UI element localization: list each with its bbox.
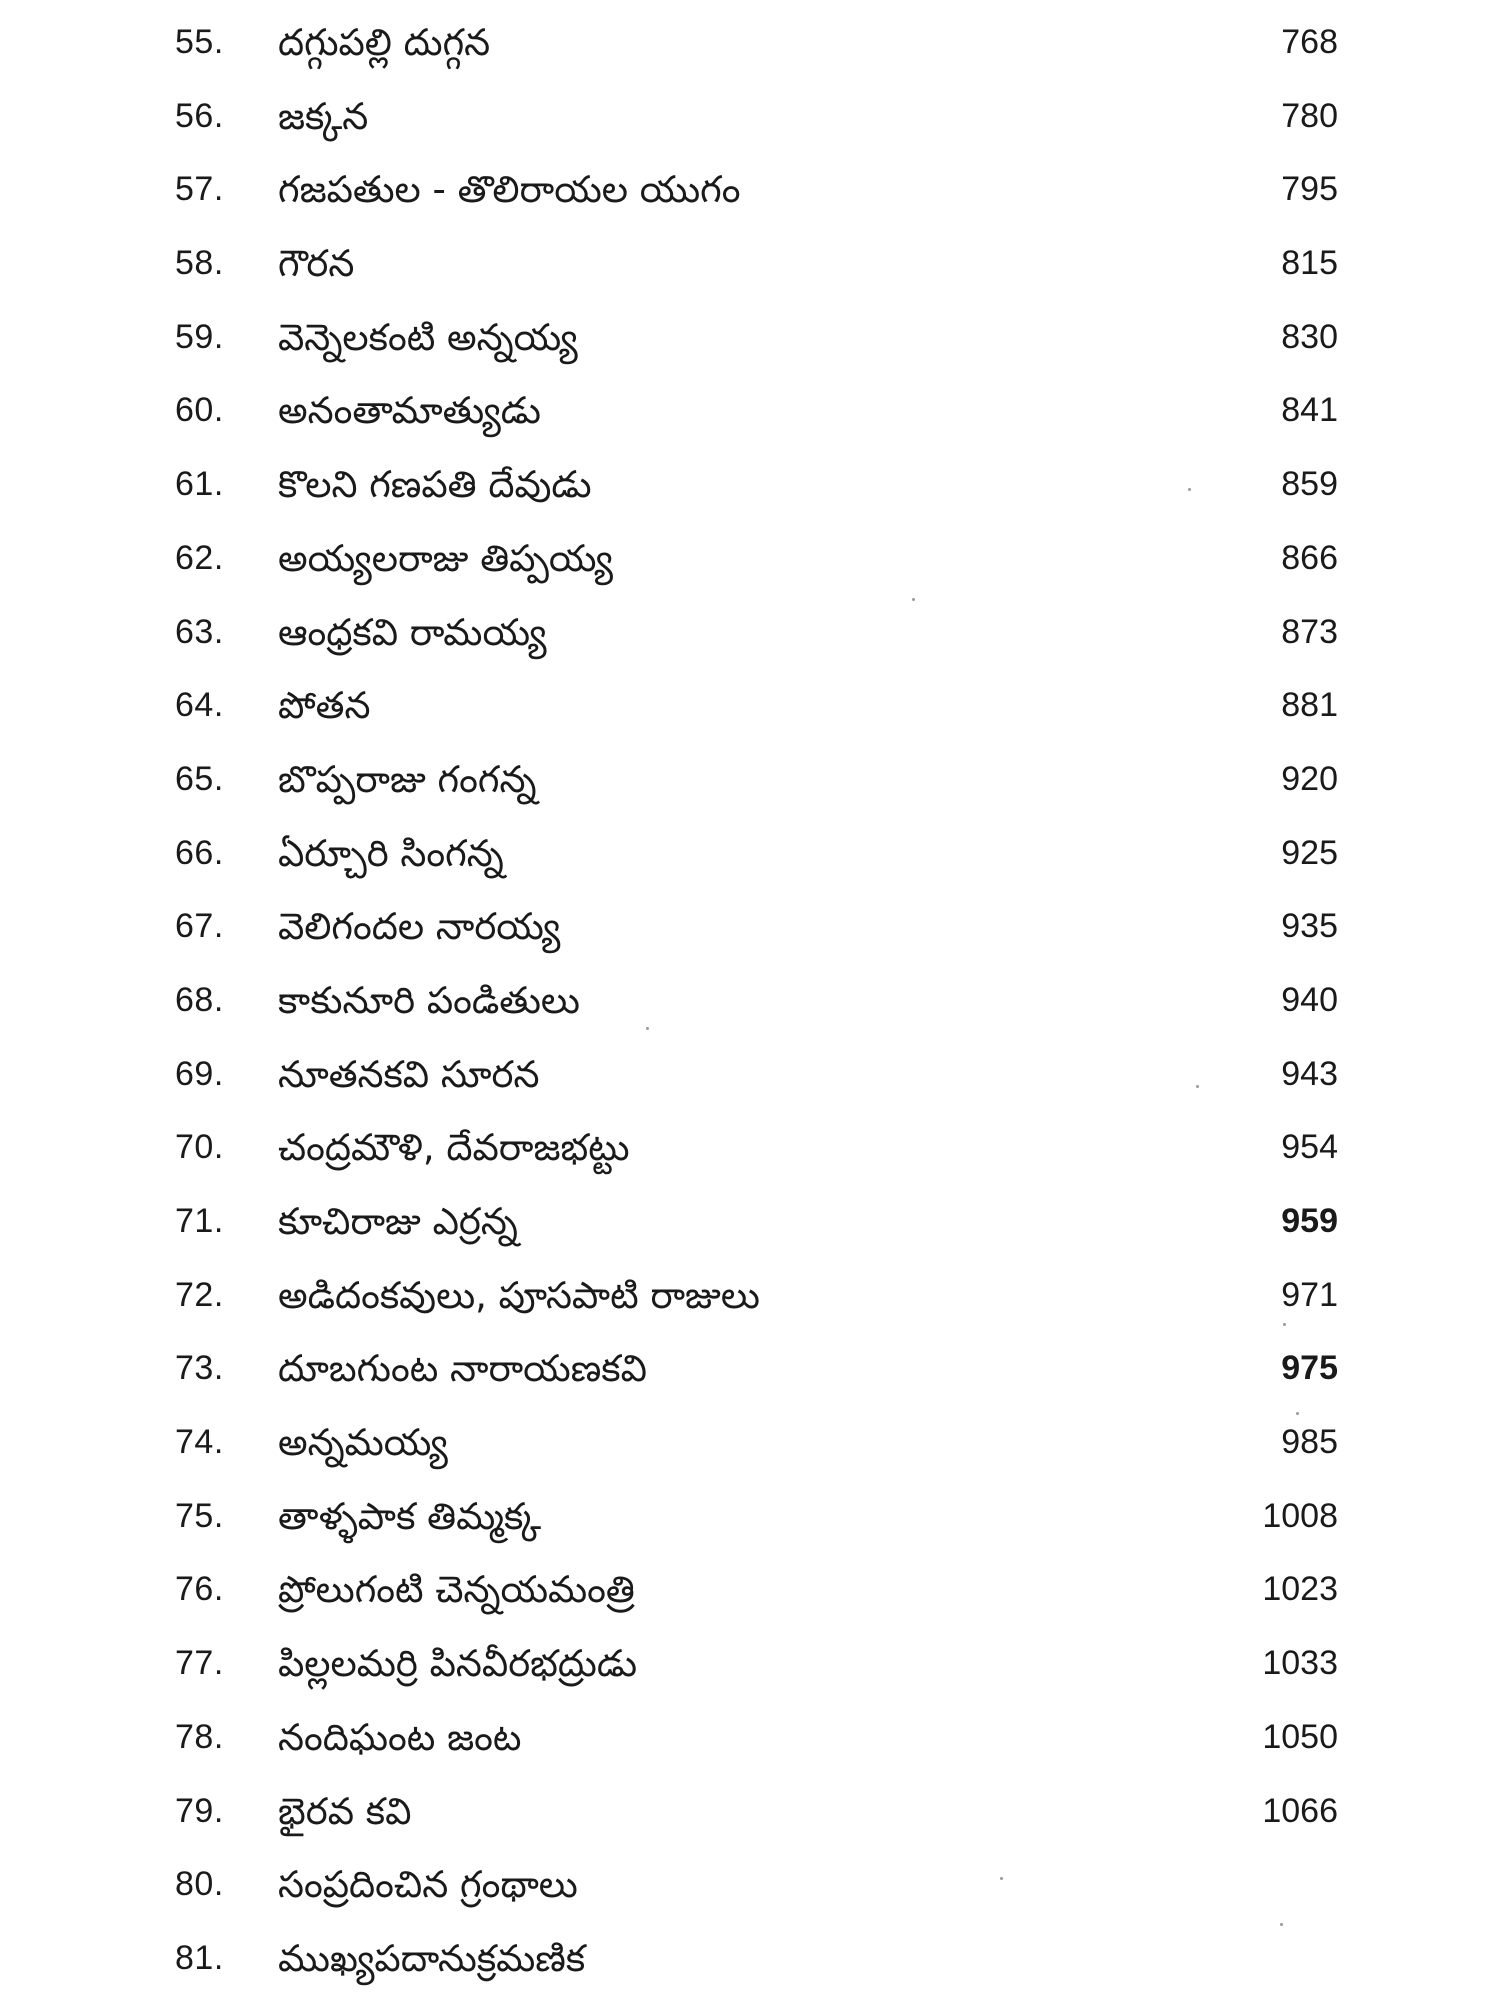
entry-title: గజపతుల - తొలిరాయల యుగం bbox=[278, 168, 741, 212]
entry-page-number: 1008 bbox=[1262, 1496, 1338, 1535]
entry-title: అడిదంకవులు, పూసపాటి రాజులు bbox=[278, 1273, 760, 1317]
entry-number: 65. bbox=[175, 759, 224, 798]
entry-number: 60. bbox=[175, 391, 224, 430]
entry-title: ప్రోలుగంటి చెన్నయమంత్రి bbox=[278, 1568, 635, 1612]
entry-number: 79. bbox=[175, 1791, 224, 1830]
toc-entry bbox=[0, 1038, 1500, 1112]
toc-entry bbox=[0, 1922, 1500, 1996]
entry-page-number: 985 bbox=[1281, 1423, 1338, 1462]
toc-entry bbox=[0, 1259, 1500, 1333]
toc-entry bbox=[0, 301, 1500, 375]
entry-page-number: 881 bbox=[1281, 686, 1338, 725]
scan-speck bbox=[1196, 1085, 1199, 1088]
entry-page-number: 975 bbox=[1281, 1349, 1338, 1388]
entry-number: 59. bbox=[175, 317, 224, 356]
toc-entry bbox=[0, 596, 1500, 670]
entry-number: 68. bbox=[175, 980, 224, 1019]
entry-title: వెన్నెలకంటి అన్నయ్య bbox=[278, 315, 578, 359]
entry-page-number: 971 bbox=[1281, 1275, 1338, 1314]
scan-speck bbox=[646, 1027, 649, 1030]
entry-number: 74. bbox=[175, 1423, 224, 1462]
entry-title: బొప్పరాజు గంగన్న bbox=[278, 757, 537, 801]
scan-speck bbox=[1188, 488, 1191, 491]
entry-number: 61. bbox=[175, 465, 224, 504]
entry-page-number: 943 bbox=[1281, 1054, 1338, 1093]
entry-title: పిల్లలమర్రి పినవీరభద్రుడు bbox=[278, 1642, 638, 1686]
entry-title: దగ్గుపల్లి దుగ్గన bbox=[278, 21, 491, 64]
entry-title: గౌరన bbox=[278, 242, 355, 286]
table-of-contents bbox=[0, 6, 1500, 1996]
entry-number: 58. bbox=[175, 244, 224, 283]
entry-page-number: 954 bbox=[1281, 1128, 1338, 1167]
entry-title: జక్కన bbox=[278, 94, 369, 138]
entry-number: 78. bbox=[175, 1717, 224, 1756]
entry-number: 62. bbox=[175, 538, 224, 577]
entry-number: 81. bbox=[175, 1938, 224, 1977]
toc-entry bbox=[0, 964, 1500, 1038]
entry-number: 67. bbox=[175, 907, 224, 946]
entry-number: 66. bbox=[175, 833, 224, 872]
toc-entry bbox=[0, 817, 1500, 891]
entry-title: కూచిరాజు ఎర్రన్న bbox=[278, 1200, 518, 1243]
entry-page-number: 795 bbox=[1281, 170, 1338, 209]
entry-page-number: 1023 bbox=[1262, 1570, 1338, 1609]
toc-entry bbox=[0, 743, 1500, 817]
entry-title: పోతన bbox=[278, 684, 371, 728]
scan-speck bbox=[1296, 1412, 1299, 1415]
toc-entry bbox=[0, 227, 1500, 301]
scan-speck bbox=[912, 598, 915, 601]
entry-number: 71. bbox=[175, 1202, 224, 1240]
toc-entry bbox=[0, 1111, 1500, 1185]
entry-number: 76. bbox=[175, 1570, 224, 1609]
entry-title: భైరవ కవి bbox=[278, 1789, 412, 1833]
toc-entry bbox=[0, 1480, 1500, 1554]
entry-page-number: 830 bbox=[1281, 317, 1338, 356]
toc-entry bbox=[0, 1185, 1500, 1259]
entry-title: అనంతామాత్యుడు bbox=[278, 389, 541, 433]
toc-entry bbox=[0, 374, 1500, 448]
toc-entry bbox=[0, 522, 1500, 596]
entry-number: 70. bbox=[175, 1128, 224, 1167]
entry-title: ఏర్చూరి సింగన్న bbox=[278, 831, 504, 875]
entry-page-number: 859 bbox=[1281, 465, 1338, 504]
entry-title: దూబగుంట నారాయణకవి bbox=[278, 1347, 647, 1391]
toc-entry bbox=[0, 669, 1500, 743]
entry-number: 56. bbox=[175, 96, 224, 135]
entry-page-number: 815 bbox=[1281, 244, 1338, 283]
entry-title: తాళ్ళపాక తిమ్మక్క bbox=[278, 1494, 542, 1538]
entry-number: 69. bbox=[175, 1054, 224, 1093]
toc-entry bbox=[0, 448, 1500, 522]
entry-title: ఆంధ్రకవి రామయ్య bbox=[278, 610, 547, 654]
toc-entry bbox=[0, 1332, 1500, 1406]
entry-page-number: 959 bbox=[1281, 1202, 1338, 1240]
entry-title: కొలని గణపతి దేవుడు bbox=[278, 463, 592, 507]
entry-page-number: 780 bbox=[1281, 96, 1338, 135]
toc-entry bbox=[0, 1775, 1500, 1849]
entry-title: నూతనకవి సూరన bbox=[278, 1052, 540, 1096]
entry-number: 73. bbox=[175, 1349, 224, 1388]
entry-title: వెలిగందల నారయ్య bbox=[278, 905, 561, 949]
entry-page-number: 866 bbox=[1281, 538, 1338, 577]
entry-number: 72. bbox=[175, 1275, 224, 1314]
entry-page-number: 925 bbox=[1281, 833, 1338, 872]
entry-number: 64. bbox=[175, 686, 224, 725]
entry-page-number: 873 bbox=[1281, 612, 1338, 651]
entry-number: 55. bbox=[175, 23, 224, 61]
entry-page-number: 920 bbox=[1281, 759, 1338, 798]
entry-title: కాకునూరి పండితులు bbox=[278, 978, 580, 1022]
scan-speck bbox=[1283, 1323, 1286, 1326]
scan-speck bbox=[1280, 1923, 1283, 1926]
toc-entry bbox=[0, 1627, 1500, 1701]
entry-title: అన్నమయ్య bbox=[278, 1421, 448, 1465]
entry-number: 57. bbox=[175, 170, 224, 209]
toc-entry bbox=[0, 890, 1500, 964]
toc-entry bbox=[0, 6, 1500, 80]
entry-number: 77. bbox=[175, 1644, 224, 1683]
scan-speck bbox=[1000, 1877, 1003, 1880]
entry-title: నందిఘంట జంట bbox=[278, 1715, 522, 1759]
toc-entry bbox=[0, 80, 1500, 154]
entry-number: 63. bbox=[175, 612, 224, 651]
entry-page-number: 935 bbox=[1281, 907, 1338, 946]
entry-title: అయ్యలరాజు తిప్పయ్య bbox=[278, 536, 613, 580]
toc-entry bbox=[0, 1701, 1500, 1775]
toc-entry bbox=[0, 1848, 1500, 1922]
entry-page-number: 1050 bbox=[1262, 1717, 1338, 1756]
entry-number: 75. bbox=[175, 1496, 224, 1535]
entry-number: 80. bbox=[175, 1865, 224, 1904]
entry-title: సంప్రదించిన గ్రంథాలు bbox=[278, 1863, 578, 1907]
entry-page-number: 1066 bbox=[1262, 1791, 1338, 1830]
entry-page-number: 1033 bbox=[1262, 1644, 1338, 1683]
entry-page-number: 841 bbox=[1281, 391, 1338, 430]
toc-entry bbox=[0, 1406, 1500, 1480]
toc-entry bbox=[0, 153, 1500, 227]
toc-entry bbox=[0, 1553, 1500, 1627]
entry-page-number: 940 bbox=[1281, 980, 1338, 1019]
entry-page-number: 768 bbox=[1281, 23, 1338, 61]
entry-title: ముఖ్యపదానుక్రమణిక bbox=[278, 1936, 586, 1980]
entry-title: చంద్రమౌళి, దేవరాజభట్టు bbox=[278, 1126, 630, 1170]
